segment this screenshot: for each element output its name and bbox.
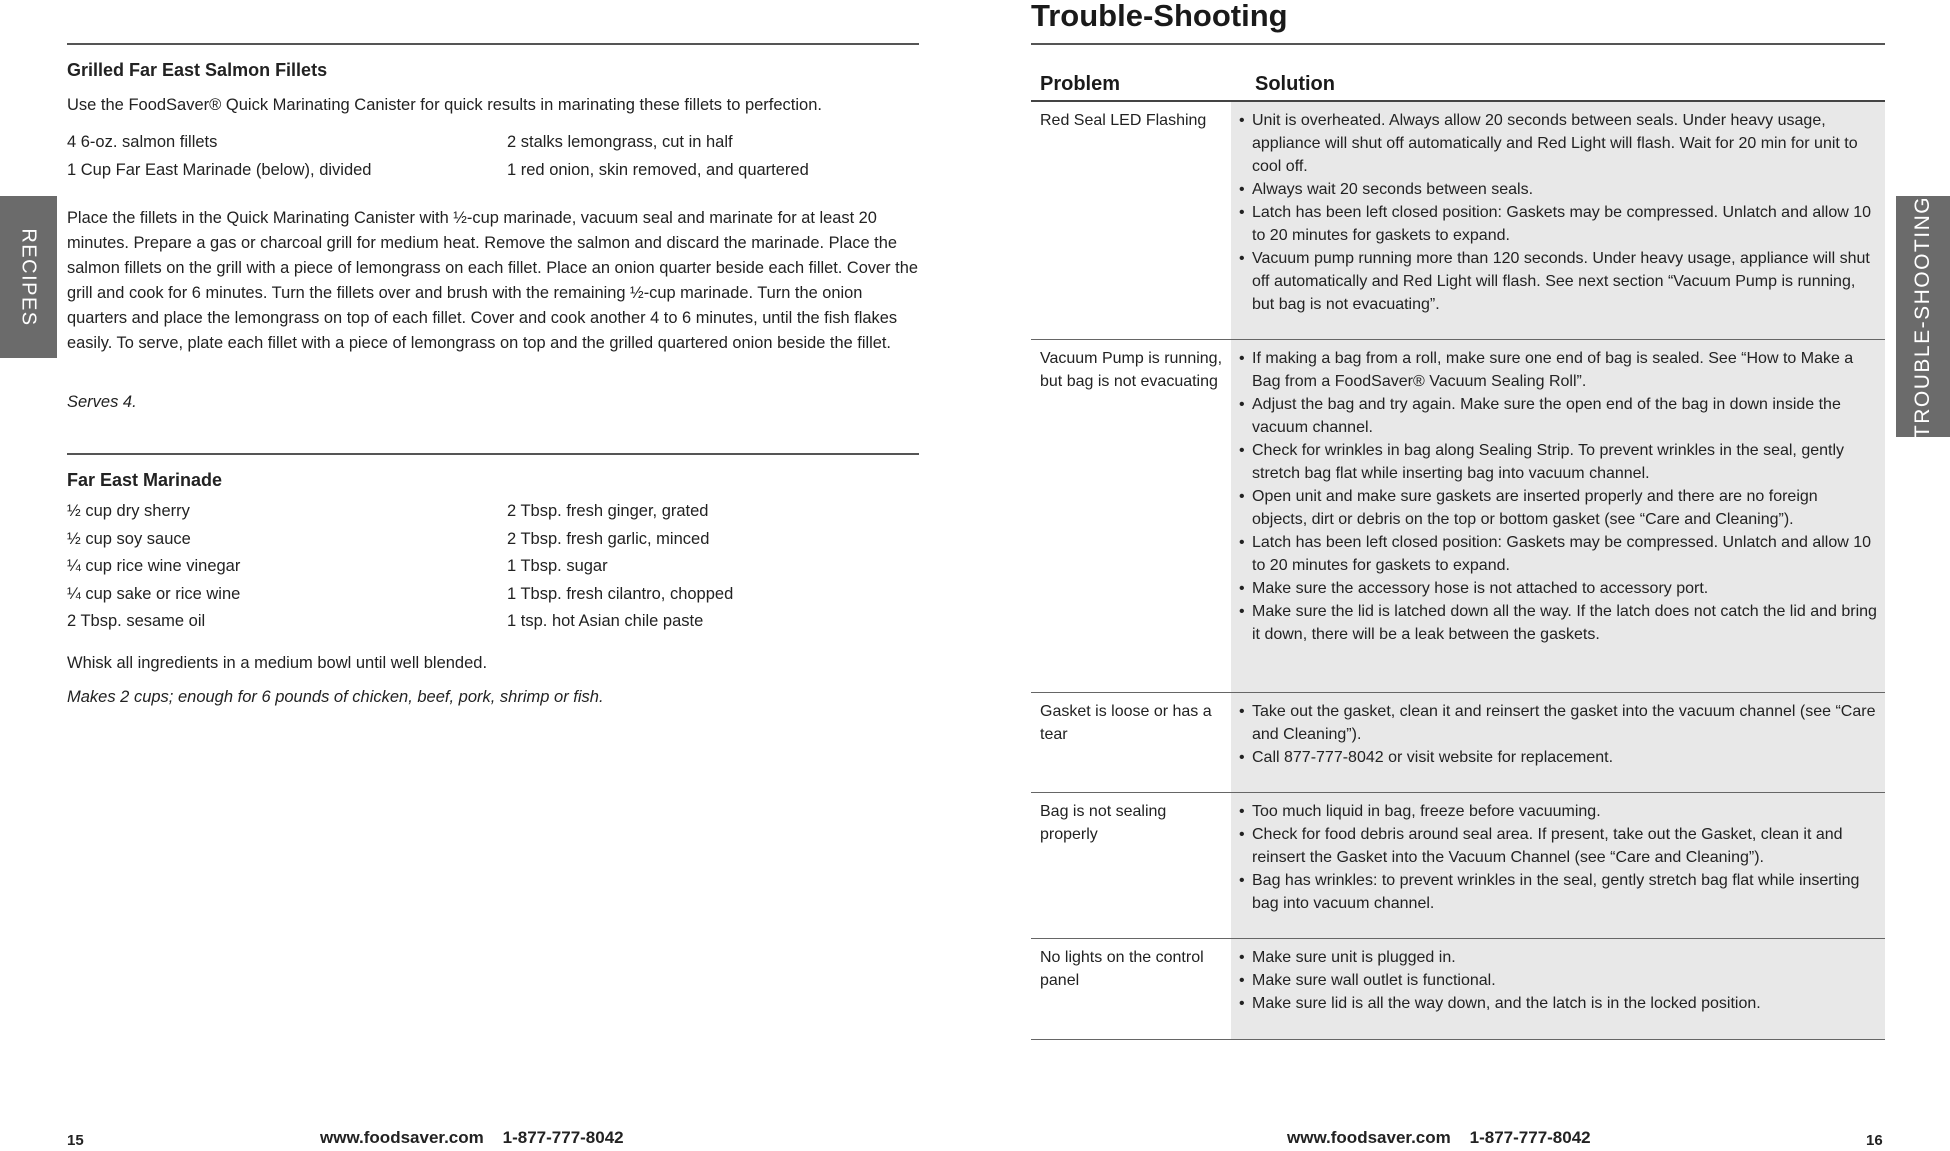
solution-item: • Too much liquid in bag, freeze before vacuuming. xyxy=(1239,800,1877,823)
solution-cell xyxy=(1231,693,1885,792)
ingredient: 2 Tbsp. sesame oil xyxy=(67,612,206,630)
recipe1-ingredients-right xyxy=(507,129,809,184)
problem-cell: Red Seal LED Flashing xyxy=(1031,102,1231,339)
ingredient: 1 Cup Far East Marinade (below), divided xyxy=(67,160,372,179)
header-problem: Problem xyxy=(1040,73,1121,95)
solution-cell xyxy=(1231,340,1885,692)
table-row xyxy=(1031,939,1885,1040)
ingredient: ½ cup soy sauce xyxy=(67,529,191,548)
solution-item: • Adjust the bag and try again. Make sure the open end of the bag in down inside the vacuum channel. xyxy=(1239,393,1877,439)
ingredient: 2 stalks lemongrass, cut in half xyxy=(507,133,733,151)
recipe1-directions: Place the fillets in the Quick Marinating Canister with ½-cup marinade, vacuum seal and marinate for at least 20 minutes. Prepare a gas or charcoal grill for medium heat. Remove the salmon and discard the marinade. Place the salmon fillets on the grill with a piece of lemongrass on each fillet. Place an onion quarter beside each fillet. Cover the grill and cook for 6 minutes. Turn the fillets over and brush with the remaining ½-cup marinade. Turn the onion quarters and place the lemongrass on top of each fillet. Cover and cook another 4 to 6 minutes, until the fish flakes easily. To serve, plate each fillet with a piece of lemongrass on top and the grilled quartered onion beside the fillet. xyxy=(67,209,918,352)
solution-item: • Make sure unit is plugged in. xyxy=(1239,946,1877,969)
recipe2-yield: Makes 2 cups; enough for 6 pounds of chicken, beef, pork, shrimp or fish. xyxy=(67,688,604,706)
solution-item: • Make sure lid is all the way down, and the latch is in the locked position. xyxy=(1239,992,1877,1015)
troubleshooting-tab-label: TROUBLE-SHOOTING xyxy=(1911,195,1934,438)
recipe2-ingredients-left xyxy=(67,498,240,636)
solution-item: • Make sure the accessory hose is not attached to accessory port. xyxy=(1239,577,1877,600)
solution-cell xyxy=(1231,102,1885,339)
solution-item: • Make sure the lid is latched down all the way. If the latch does not catch the lid and bring it down, there will be a leak between the gaskets. xyxy=(1239,600,1877,646)
recipes-tab-label: RECIPES xyxy=(18,227,40,327)
page-title: Trouble-Shooting xyxy=(1031,0,1288,33)
recipe1-title: Grilled Far East Salmon Fillets xyxy=(67,60,328,80)
ingredient: 2 Tbsp. fresh ginger, grated xyxy=(507,502,709,520)
solution-item: • Call 877-777-8042 or visit website for replacement. xyxy=(1239,746,1877,769)
header-solution: Solution xyxy=(1255,73,1335,95)
table-header xyxy=(1031,62,1885,102)
solution-item: • Vacuum pump running more than 120 seconds. Under heavy usage, appliance will shut off automatically and Red Light will flash. See next section “Vacuum Pump is running, but bag is not evacuating”. xyxy=(1239,247,1877,316)
solution-item: • Latch has been left closed position: Gaskets may be compressed. Unlatch and allow 10 to 20 minutes for gaskets to expand. xyxy=(1239,201,1877,247)
solution-item: • Bag has wrinkles: to prevent wrinkles in the seal, gently stretch bag flat while inserting bag into vacuum channel. xyxy=(1239,869,1877,915)
ingredient: 1 tsp. hot Asian chile paste xyxy=(507,612,704,630)
solution-cell xyxy=(1231,793,1885,938)
recipe1-ingredients-left xyxy=(67,129,371,184)
solution-item: • Check for food debris around seal area. If present, take out the Gasket, clean it and reinsert the Gasket into the Vacuum Channel (see “Care and Cleaning”). xyxy=(1239,823,1877,869)
problem-cell: Bag is not sealing properly xyxy=(1031,793,1231,938)
solution-item: • Make sure wall outlet is functional. xyxy=(1239,969,1877,992)
solution-item: • Always wait 20 seconds between seals. xyxy=(1239,178,1877,201)
recipe1-serves: Serves 4. xyxy=(67,393,137,411)
solution-item: • Open unit and make sure gaskets are inserted properly and there are no foreign objects, dirt or debris on the top or bottom gasket (see “Care and Cleaning”). xyxy=(1239,485,1877,531)
ingredient: 1 Tbsp. sugar xyxy=(507,557,608,575)
troubleshooting-table xyxy=(1031,62,1885,1040)
right-footer: www.foodsaver.com 1-877-777-8042 xyxy=(1287,1128,1591,1147)
problem-cell: No lights on the control panel xyxy=(1031,939,1231,1039)
recipe2-ingredients-right xyxy=(507,498,733,636)
recipe2-directions: Whisk all ingredients in a medium bowl until well blended. xyxy=(67,654,488,672)
ingredient: 4 6-oz. salmon fillets xyxy=(67,133,218,151)
solution-cell xyxy=(1231,939,1885,1039)
right-page-number: 16 xyxy=(1866,1132,1883,1149)
table-row xyxy=(1031,102,1885,340)
problem-cell: Gasket is loose or has a tear xyxy=(1031,693,1231,792)
solution-item: • Take out the gasket, clean it and reinsert the gasket into the vacuum channel (see “Care and Cleaning”). xyxy=(1239,700,1877,746)
ingredient: ¼ cup rice wine vinegar xyxy=(67,557,241,575)
ingredient: 1 Tbsp. fresh cilantro, chopped xyxy=(507,584,734,603)
table-row xyxy=(1031,693,1885,793)
recipes-side-tab xyxy=(0,196,57,358)
recipe1-intro: Use the FoodSaver® Quick Marinating Canister for quick results in marinating these fillets to perfection. xyxy=(67,96,822,114)
troubleshooting-side-tab xyxy=(1896,196,1950,437)
title-rule xyxy=(1031,43,1885,45)
solution-item: • Unit is overheated. Always allow 20 seconds between seals. Under heavy usage, appliance will shut off automatically and Red Light will flash. Wait for 20 min for unit to cool off. xyxy=(1239,109,1877,178)
solution-item: • Check for wrinkles in bag along Sealing Strip. To prevent wrinkles in the seal, gently stretch bag flat while inserting bag into vacuum channel. xyxy=(1239,439,1877,485)
ingredient: 2 Tbsp. fresh garlic, minced xyxy=(507,529,710,548)
solution-item: • If making a bag from a roll, make sure one end of bag is sealed. See “How to Make a Bag from a FoodSaver® Vacuum Sealing Roll”. xyxy=(1239,347,1877,393)
table-row xyxy=(1031,340,1885,693)
left-page-number: 15 xyxy=(67,1132,84,1149)
table-row xyxy=(1031,793,1885,939)
recipe2-top-rule xyxy=(67,453,919,455)
recipe1-top-rule xyxy=(67,43,919,45)
ingredient: ½ cup dry sherry xyxy=(67,502,190,520)
left-footer: www.foodsaver.com 1-877-777-8042 xyxy=(320,1128,624,1147)
problem-cell: Vacuum Pump is running, but bag is not evacuating xyxy=(1031,340,1231,692)
ingredient: ¼ cup sake or rice wine xyxy=(67,584,241,603)
solution-item: • Latch has been left closed position: Gaskets may be compressed. Unlatch and allow 10 to 20 minutes for gaskets to expand. xyxy=(1239,531,1877,577)
recipe2-title: Far East Marinade xyxy=(67,470,223,490)
ingredient: 1 red onion, skin removed, and quartered xyxy=(507,160,809,179)
